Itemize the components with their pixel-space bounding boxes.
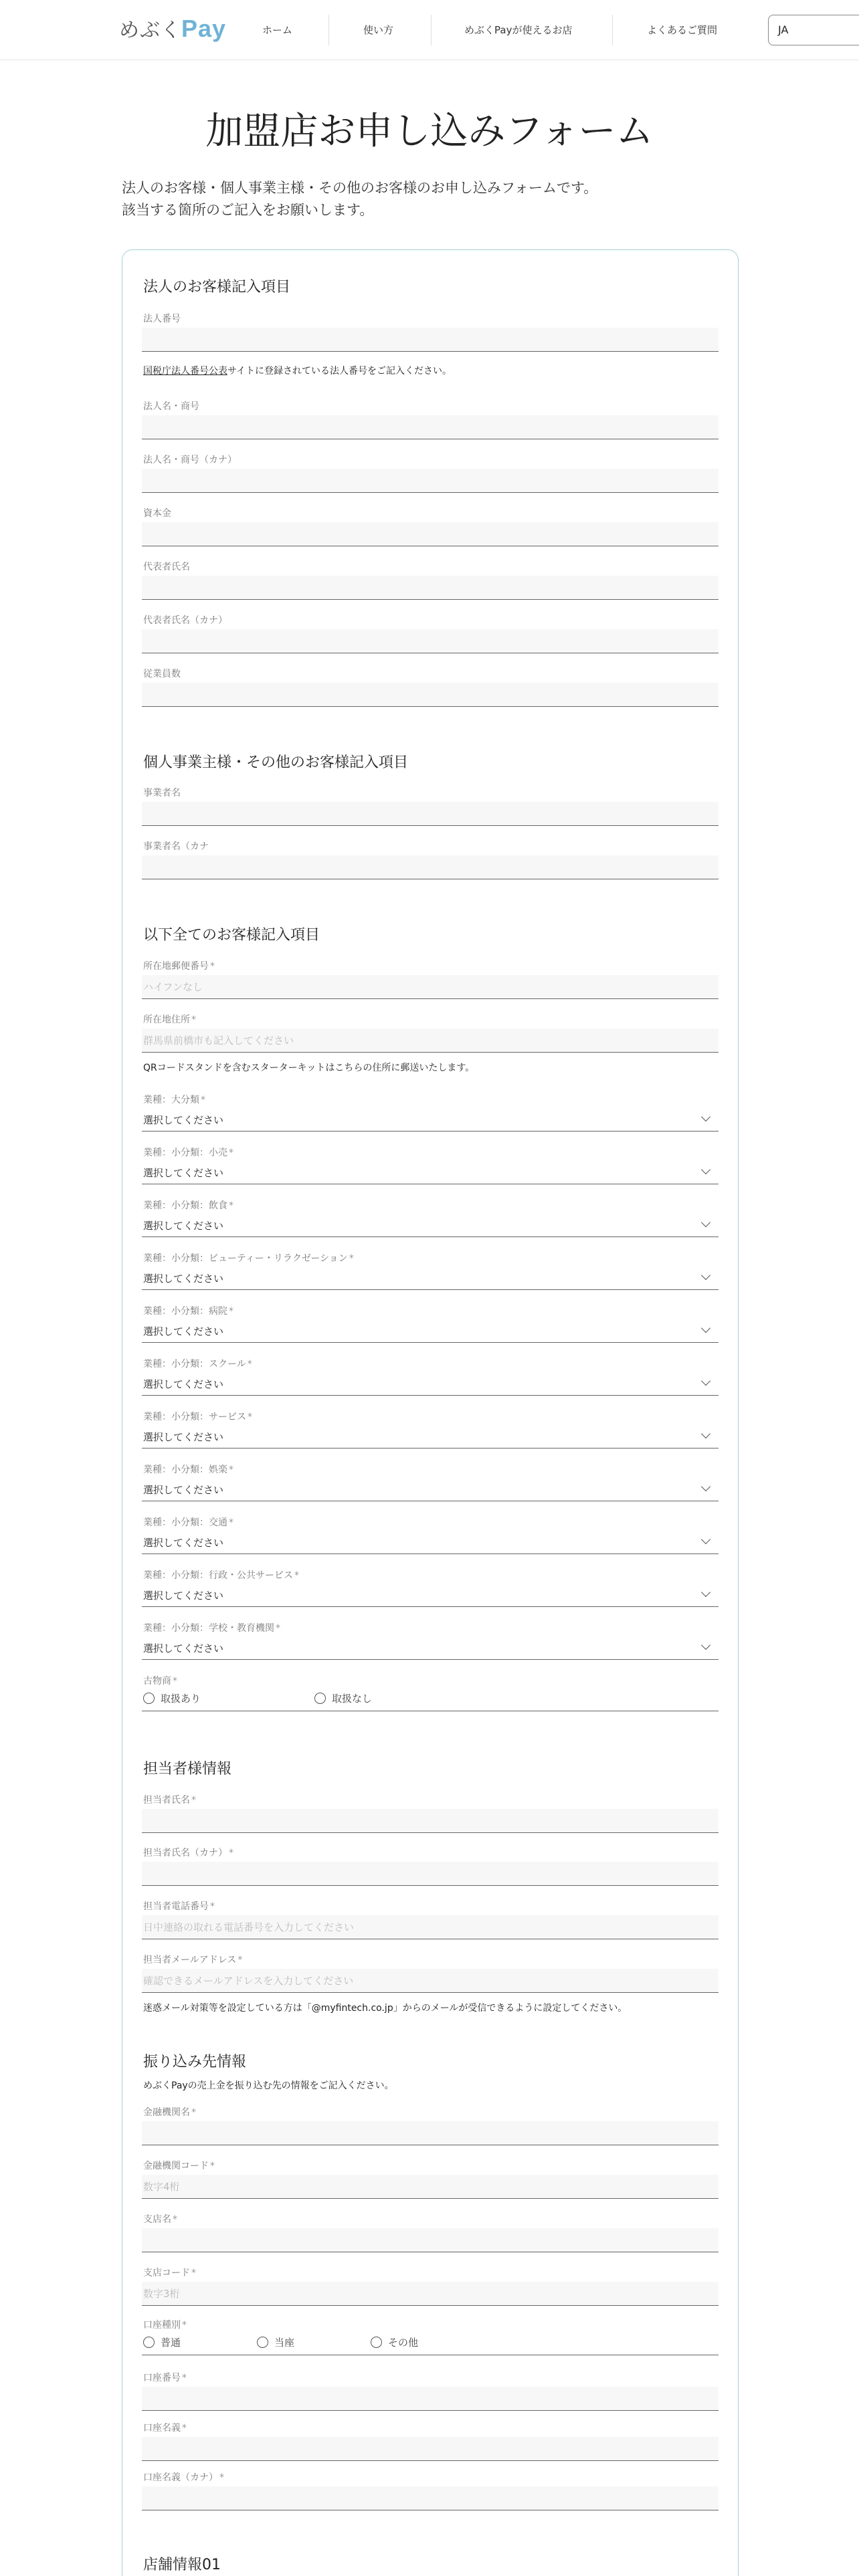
required-mark: * [191, 1014, 196, 1025]
select-label-text: 業種：小分類：娯楽 [143, 1465, 227, 1475]
branch-code-label [143, 2266, 196, 2279]
contact-kana-label-text: 担当者氏名（カナ） [143, 1848, 227, 1858]
account-type-label-text: 口座種別 [143, 2320, 181, 2331]
industry-public-label [143, 1568, 299, 1582]
nta-corp-number-link[interactable]: 国税庁法人番号公表 [143, 366, 227, 377]
select-label-text: 業種：小分類：病院 [143, 1306, 227, 1317]
contact-kana-input[interactable] [142, 1862, 719, 1886]
contact-name-input[interactable] [142, 1809, 719, 1833]
chevron-down-icon [701, 1218, 710, 1227]
select-label-text: 業種：小分類：交通 [143, 1517, 227, 1528]
required-mark: * [247, 1359, 252, 1370]
nav-divider [431, 15, 432, 45]
select-value: 選択してください [143, 1378, 224, 1390]
page-title: 加盟店お申し込みフォーム [205, 110, 654, 153]
industry-retail-label [143, 1146, 233, 1159]
industry-entertainment-select[interactable] [142, 1477, 719, 1501]
required-mark: * [219, 2472, 224, 2483]
account-holder-label [143, 2421, 187, 2434]
intro-line: 法人のお客様・個人事業主様・その他のお客様のお申し込みフォームです。 [122, 180, 598, 196]
select-label-text: 業種：小分類：小売 [143, 1148, 227, 1158]
address-label-text: 所在地住所 [143, 1014, 190, 1025]
industry-hospital-select[interactable] [142, 1319, 719, 1343]
radio-circle [143, 2337, 155, 2348]
account-holder-kana-input[interactable] [142, 2486, 719, 2510]
required-mark: * [173, 2214, 177, 2225]
select-label-text: 業種：小分類：飲食 [143, 1200, 227, 1211]
branch-name-label [143, 2212, 177, 2226]
contact-name-label [143, 1793, 196, 1806]
account-type-ordinary-radio[interactable] [143, 2335, 181, 2349]
required-mark: * [191, 1795, 196, 1806]
required-mark: * [229, 1465, 233, 1475]
branch-name-label-text: 支店名 [143, 2214, 171, 2225]
email-note: 迷惑メール対策等を設定している方は「@myfintech.co.jp」からのメールが受信できるように設定してください。 [143, 2003, 628, 2014]
industry-major-label [143, 1093, 205, 1106]
chevron-down-icon [701, 1429, 710, 1438]
chevron-down-icon [701, 1376, 710, 1386]
select-value: 選択してください [143, 1220, 224, 1232]
industry-beauty-label [143, 1251, 354, 1265]
antique-label-text: 古物商 [143, 1676, 171, 1687]
required-mark: * [191, 2107, 196, 2118]
bank-name-input[interactable] [142, 2121, 719, 2145]
corp-name-kana-label: 法人名・商号（カナ） [143, 455, 237, 465]
sole-section-heading: 個人事業主様・その他のお客様記入項目 [143, 754, 409, 771]
chevron-down-icon [701, 1588, 710, 1597]
select-label-text: 業種：小分類：行政・公共サービス [143, 1570, 293, 1581]
intro-line: 該当する箇所のご記入をお願いします。 [122, 202, 374, 218]
select-value: 選択してください [143, 1484, 224, 1496]
required-mark: * [182, 2423, 187, 2434]
industry-entertainment-label [143, 1463, 233, 1476]
radio-circle [371, 2337, 382, 2348]
account-type-label [143, 2318, 187, 2331]
account-type-checking-radio[interactable] [257, 2335, 294, 2349]
bank-section-heading: 振り込み先情報 [143, 2054, 247, 2070]
branch-code-input[interactable] [142, 2282, 719, 2306]
required-mark: * [210, 961, 215, 972]
required-mark: * [229, 1306, 233, 1317]
select-label-text: 業種：小分類：スクール [143, 1359, 246, 1370]
account-holder-kana-label [143, 2470, 224, 2484]
contact-email-input[interactable] [142, 1969, 719, 1993]
required-mark: * [229, 1200, 233, 1211]
industry-food-select[interactable] [142, 1213, 719, 1237]
site-header [0, 0, 859, 60]
industry-retail-select[interactable] [142, 1160, 719, 1184]
antique-label [143, 1674, 177, 1687]
all-section-heading: 以下全てのお客様記入項目 [143, 927, 320, 944]
required-mark: * [182, 2373, 187, 2383]
capital-label: 資本金 [143, 508, 171, 519]
contact-email-label-text: 担当者メールアドレス [143, 1955, 237, 1965]
select-value: 選択してください [143, 1325, 224, 1337]
select-label-text: 業種：小分類：サービス [143, 1412, 246, 1422]
select-label-text: 業種：大分類 [143, 1095, 199, 1105]
industry-public-select[interactable] [142, 1583, 719, 1607]
radio-circle [314, 1693, 326, 1704]
capital-input[interactable] [142, 522, 719, 546]
industry-school-label [143, 1357, 252, 1370]
business-name-kana-input[interactable] [142, 855, 719, 879]
representative-kana-label: 代表者氏名（カナ） [143, 615, 227, 626]
industry-education-select[interactable] [142, 1636, 719, 1660]
corp-number-note [143, 364, 452, 377]
employees-label: 従業員数 [143, 669, 181, 679]
select-value: 選択してください [143, 1642, 224, 1654]
representative-label: 代表者氏名 [143, 562, 190, 572]
account-number-input[interactable] [142, 2387, 719, 2411]
account-holder-input[interactable] [142, 2437, 719, 2461]
store-section-heading: 店舗情報01 [143, 2557, 221, 2573]
corp-name-input[interactable] [142, 415, 719, 439]
bank-name-label [143, 2105, 196, 2119]
site-logo[interactable] [119, 13, 226, 43]
chevron-down-icon [701, 1640, 710, 1650]
radio-label: 取扱あり [161, 1693, 201, 1705]
account-holder-kana-label-text: 口座名義（カナ） [143, 2472, 218, 2483]
business-name-kana-label: 事業者名（カナ [143, 841, 209, 852]
required-mark: * [237, 1955, 243, 1965]
required-mark: * [173, 1676, 177, 1687]
bank-code-label-text: 金融機関コード [143, 2161, 209, 2171]
antique-no-radio[interactable] [314, 1691, 372, 1705]
business-name-input[interactable] [142, 802, 719, 826]
bank-name-label-text: 金融機関名 [143, 2107, 190, 2118]
industry-school-select[interactable] [142, 1372, 719, 1396]
account-holder-label-text: 口座名義 [143, 2423, 181, 2434]
corporate-section-heading: 法人のお客様記入項目 [143, 279, 291, 296]
nav-divider [612, 15, 613, 45]
zip-input[interactable] [142, 975, 719, 999]
radio-label: その他 [388, 2337, 419, 2349]
antique-radio-group [142, 1689, 719, 1711]
account-type-other-radio[interactable] [371, 2335, 418, 2349]
industry-education-label [143, 1621, 280, 1634]
logo-prefix: めぶく [119, 19, 181, 42]
industry-hospital-label [143, 1304, 233, 1317]
account-number-label-text: 口座番号 [143, 2373, 181, 2383]
required-mark: * [191, 2268, 196, 2278]
required-mark: * [182, 2320, 187, 2331]
radio-circle [257, 2337, 268, 2348]
select-value: 選択してください [143, 1167, 224, 1179]
corp-number-note-text: サイトに登録されている法人番号をご記入ください。 [227, 366, 452, 377]
chevron-down-icon [701, 1112, 710, 1121]
chevron-down-icon [701, 1535, 710, 1544]
zip-label-text: 所在地郵便番号 [143, 961, 209, 972]
contact-section-heading: 担当者様情報 [143, 1761, 232, 1778]
select-value: 選択してください [143, 1431, 224, 1443]
nav-stores[interactable]: めぶくPayが使えるお店 [464, 24, 573, 36]
radio-label: 普通 [161, 2337, 181, 2349]
corp-name-label: 法人名・商号 [143, 401, 199, 412]
contact-phone-label [143, 1899, 215, 1913]
required-mark: * [210, 2161, 215, 2171]
nav-faq[interactable]: よくあるご質問 [647, 24, 718, 36]
required-mark: * [248, 1412, 252, 1422]
required-mark: * [276, 1623, 280, 1634]
corp-number-label: 法人番号 [143, 314, 181, 324]
chevron-down-icon [701, 1323, 710, 1333]
representative-input[interactable] [142, 576, 719, 600]
zip-label [143, 959, 215, 972]
page-intro [122, 177, 597, 221]
representative-kana-input[interactable] [142, 629, 719, 653]
logo-suffix: Pay [181, 15, 227, 42]
chevron-down-icon [701, 1482, 710, 1491]
industry-service-select[interactable] [142, 1424, 719, 1448]
business-name-label: 事業者名 [143, 788, 181, 798]
address-label [143, 1012, 196, 1026]
language-select[interactable]: JA [768, 15, 859, 45]
select-label-text: 業種：小分類：学校・教育機関 [143, 1623, 274, 1634]
branch-name-input[interactable] [142, 2228, 719, 2252]
industry-transport-select[interactable] [142, 1530, 719, 1554]
required-mark: * [229, 1848, 233, 1858]
corp-number-input[interactable] [142, 328, 719, 352]
required-mark: * [294, 1570, 299, 1581]
branch-code-label-text: 支店コード [143, 2268, 190, 2278]
industry-major-select[interactable] [142, 1107, 719, 1132]
corp-name-kana-input[interactable] [142, 469, 719, 493]
chevron-down-icon [701, 1271, 710, 1280]
industry-transport-label [143, 1515, 233, 1529]
address-note: QRコードスタンドを含むスターターキットはこちらの住所に郵送いたします。 [143, 1063, 475, 1073]
bank-code-label [143, 2159, 215, 2172]
industry-food-label [143, 1198, 233, 1212]
radio-label: 取扱なし [332, 1693, 373, 1705]
bank-code-input[interactable] [142, 2175, 719, 2199]
chevron-down-icon [701, 1165, 710, 1174]
nav-how-to-use[interactable]: 使い方 [363, 24, 394, 36]
select-value: 選択してください [143, 1114, 224, 1126]
industry-service-label [143, 1410, 252, 1423]
required-mark: * [229, 1148, 233, 1158]
required-mark: * [229, 1517, 233, 1528]
contact-phone-input[interactable] [142, 1915, 719, 1939]
contact-email-label [143, 1953, 242, 1966]
address-input[interactable] [142, 1029, 719, 1053]
account-number-label [143, 2371, 187, 2384]
contact-kana-label [143, 1846, 233, 1859]
industry-beauty-select[interactable] [142, 1266, 719, 1290]
radio-circle [143, 1693, 155, 1704]
employees-input[interactable] [142, 683, 719, 707]
contact-phone-label-text: 担当者電話番号 [143, 1901, 209, 1912]
select-label-text: 業種：小分類：ビューティー・リラクゼーション [143, 1253, 348, 1264]
bank-note: めぶくPayの売上金を振り込む先の情報をご記入ください。 [143, 2080, 394, 2091]
nav-divider [328, 15, 329, 45]
nav-home[interactable]: ホーム [262, 24, 293, 36]
required-mark: * [349, 1253, 354, 1264]
radio-label: 当座 [274, 2337, 295, 2349]
select-value: 選択してください [143, 1590, 224, 1602]
required-mark: * [201, 1095, 205, 1105]
contact-name-label-text: 担当者氏名 [143, 1795, 190, 1806]
account-type-radio-group [142, 2333, 719, 2355]
select-value: 選択してください [143, 1537, 224, 1549]
select-value: 選択してください [143, 1273, 224, 1285]
antique-yes-radio[interactable] [143, 1691, 201, 1705]
required-mark: * [210, 1901, 215, 1912]
